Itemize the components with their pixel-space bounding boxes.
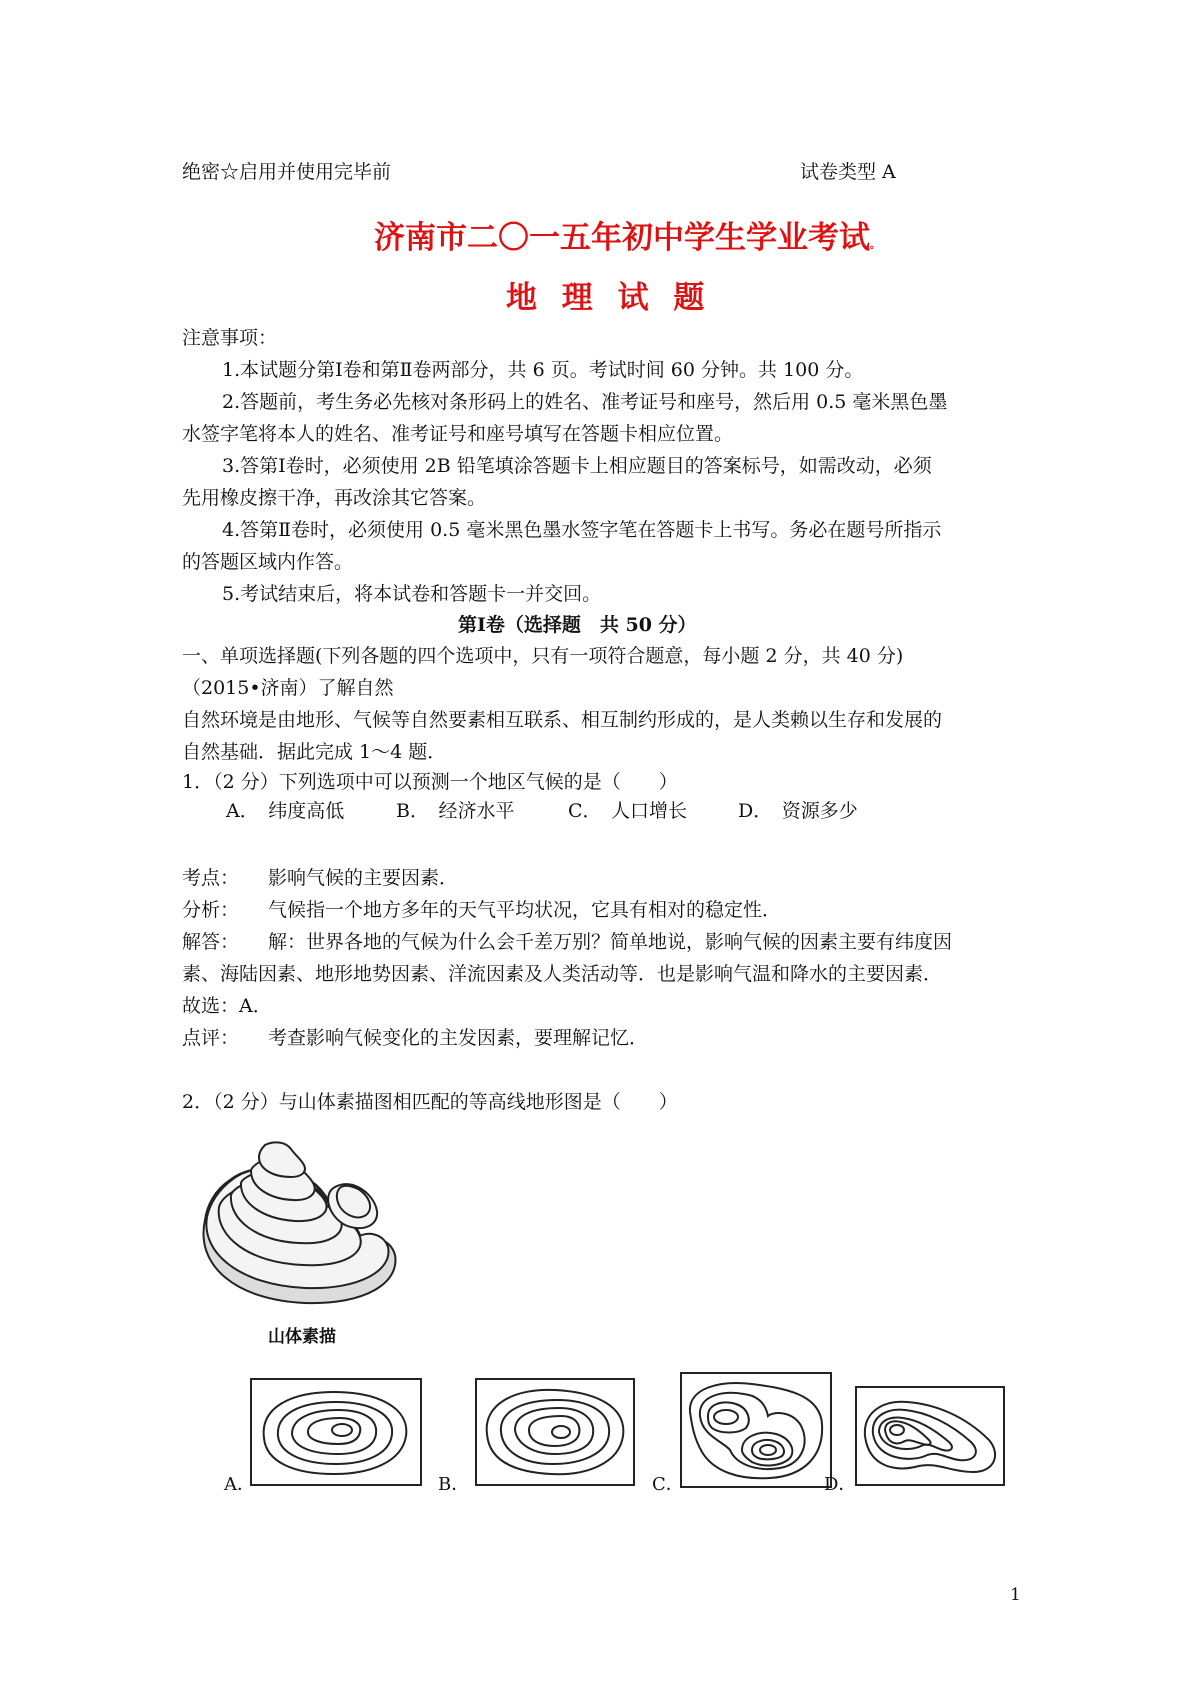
contour-map-b (475, 1378, 635, 1486)
section-title: 第Ⅰ卷（选择题 共 50 分） (458, 614, 697, 636)
q1-option-b: B． 经济水平 (396, 800, 515, 822)
note-item: 4.答第Ⅱ卷时，必须使用 0.5 毫米黑色墨水签字笔在答题卡上书写。务必在题号所指示 (222, 519, 942, 541)
section-source: （2015•济南）了解自然 (182, 677, 394, 699)
note-item: 1.本试题分第Ⅰ卷和第Ⅱ卷两部分，共 6 页。考试时间 60 分钟。共 100 分。 (222, 359, 864, 381)
option-label-b: B． (438, 1474, 470, 1495)
q1-kaodian: 影响气候的主要因素． (268, 867, 459, 889)
paper-type-header: 试卷类型 A (800, 161, 896, 183)
q1-option-d: D． 资源多少 (738, 800, 858, 822)
exam-subtitle: 地 理 试 题 (506, 280, 705, 316)
section-instruction: 一、单项选择题(下列各题的四个选项中，只有一项符合题意，每小题 2 分，共 40 分) (182, 645, 904, 667)
q1-option-a: A． 纬度高低 (226, 800, 345, 822)
exam-title: 济南市二〇一五年初中学生学业考试。 (374, 220, 880, 256)
q1-stem: 1．（2 分）下列选项中可以预测一个地区气候的是（ ） (182, 771, 678, 793)
note-item: 2.答题前，考生务必先核对条形码上的姓名、准考证号和座号，然后用 0.5 毫米黑色墨 (222, 391, 948, 413)
mountain-sketch-image (195, 1125, 415, 1315)
section-intro: 自然基础．据此完成 1～4 题． (182, 741, 447, 763)
contour-map-a (250, 1378, 422, 1486)
option-label-c: C． (652, 1474, 684, 1495)
q2-stem: 2．（2 分）与山体素描图相匹配的等高线地形图是（ ） (182, 1091, 678, 1113)
q1-jieda-answer: 故选：A． (182, 995, 272, 1017)
q1-jieda-label: 解答： (182, 931, 240, 953)
note-item-cont: 水签字笔将本人的姓名、准考证号和座号填写在答题卡相应位置。 (182, 423, 734, 445)
q1-dianping: 考查影响气候变化的主发因素，要理解记忆． (268, 1027, 649, 1049)
contour-map-c (680, 1372, 832, 1488)
contour-map-d (855, 1386, 1005, 1486)
q1-fenxi-label: 分析： (182, 899, 240, 921)
q1-jieda-cont: 素、海陆因素、地形地势因素、洋流因素及人类活动等．也是影响气温和降水的主要因素． (182, 963, 943, 985)
note-item: 3.答第Ⅰ卷时，必须使用 2B 铅笔填涂答题卡上相应题目的答案标号，如需改动，必须 (222, 455, 932, 477)
q1-option-c: C． 人口增长 (568, 800, 688, 822)
note-item-cont: 先用橡皮擦干净，再改涂其它答案。 (182, 487, 487, 509)
section-intro: 自然环境是由地形、气候等自然要素相互联系、相互制约形成的，是人类赖以生存和发展的 (182, 709, 943, 731)
q1-fenxi: 气候指一个地方多年的天气平均状况，它具有相对的稳定性． (268, 899, 782, 921)
q1-jieda: 解：世界各地的气候为什么会千差万别？简单地说，影响气候的因素主要有纬度因 (268, 931, 953, 953)
option-label-d: D． (824, 1474, 857, 1495)
note-item-cont: 的答题区域内作答。 (182, 551, 354, 573)
confidential-header: 绝密☆启用并使用完毕前 (182, 161, 392, 183)
option-label-a: A． (224, 1474, 255, 1495)
sketch-caption: 山体素描 (268, 1327, 336, 1347)
page-number: 1 (1010, 1585, 1021, 1605)
note-item: 5.考试结束后，将本试卷和答题卡一并交回。 (222, 583, 602, 605)
notes-heading: 注意事项： (182, 327, 278, 349)
q1-kaodian-label: 考点： (182, 867, 240, 889)
q1-dianping-label: 点评： (182, 1027, 240, 1049)
